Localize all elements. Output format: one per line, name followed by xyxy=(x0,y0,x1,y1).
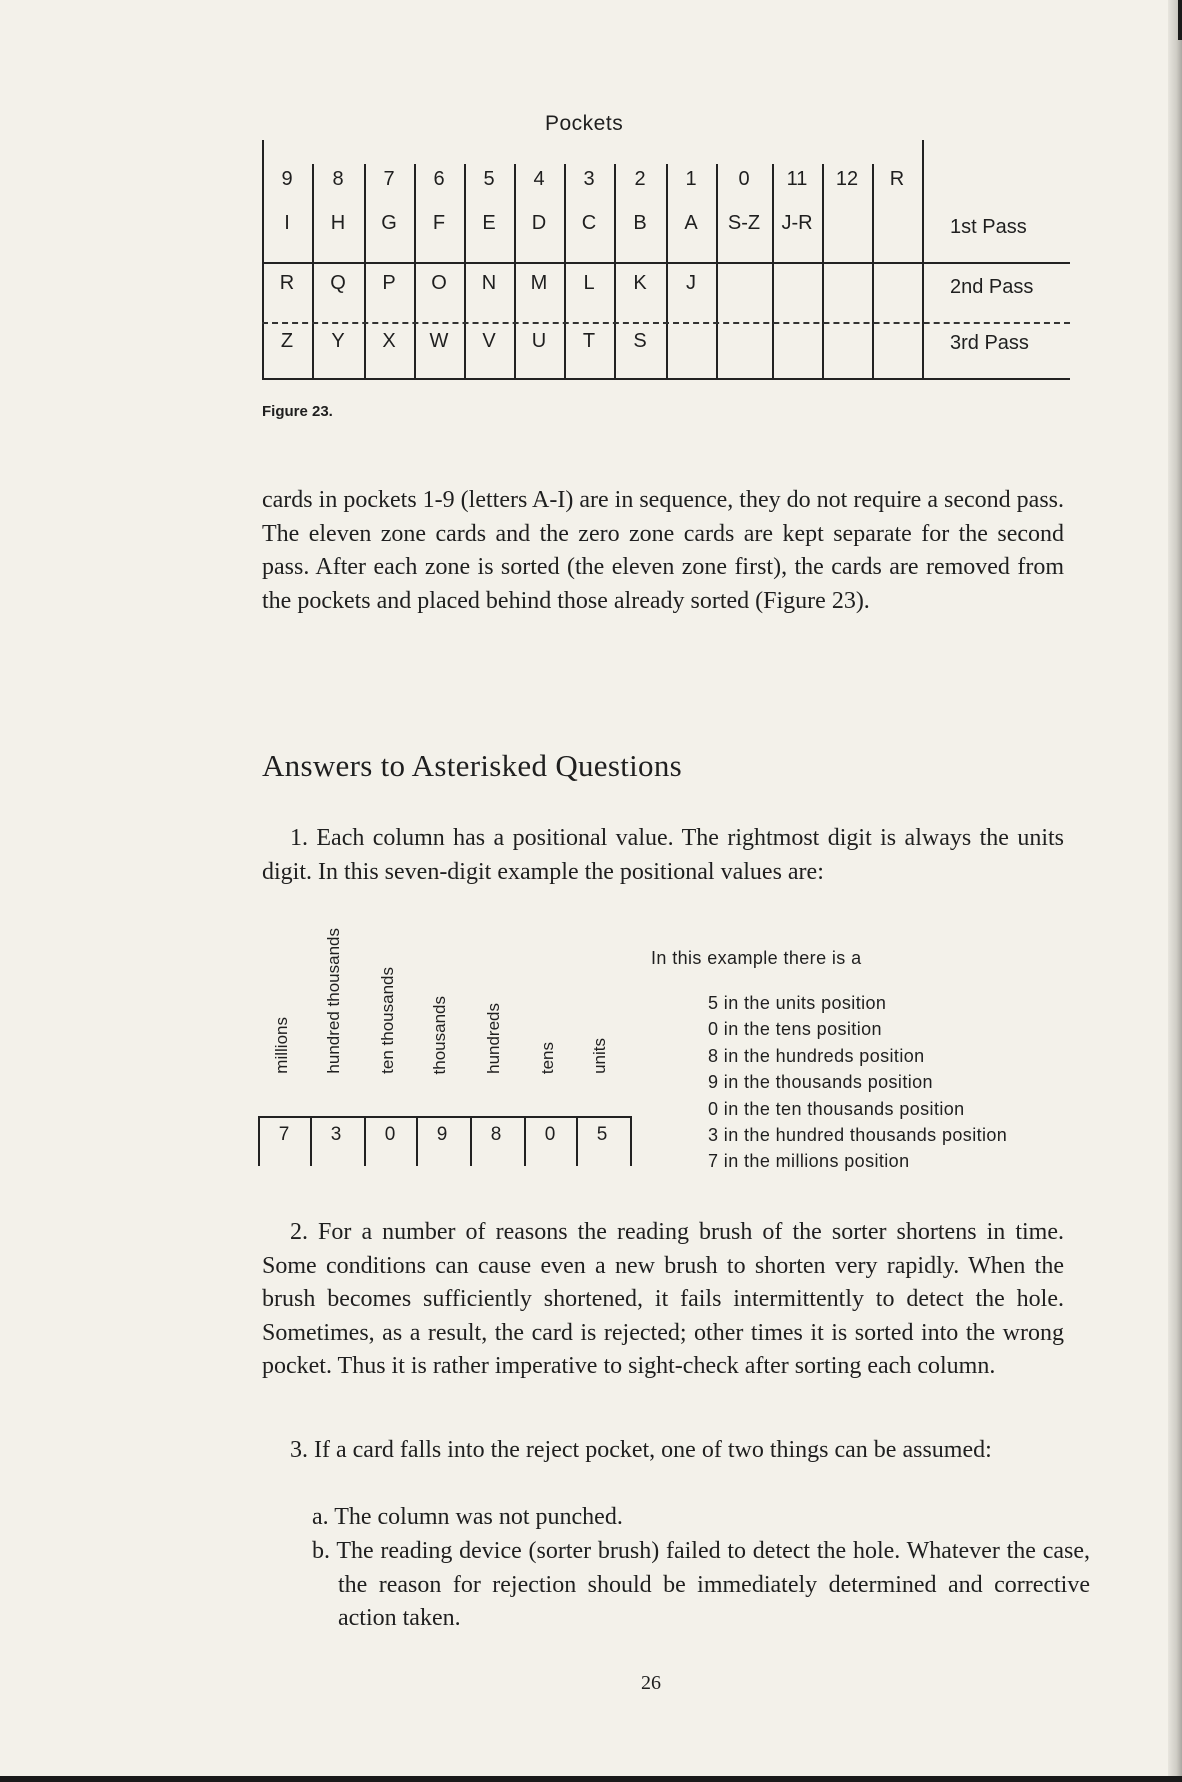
pass2_row-cell: P xyxy=(382,272,396,294)
answer-3: 3. If a card falls into the reject pocket, one of two things can be assumed: xyxy=(290,1437,992,1463)
top_row-cell: 12 xyxy=(835,168,859,190)
pass-label: 1st Pass xyxy=(950,216,1027,238)
pass2_row-cell: J xyxy=(686,272,696,294)
top_row-cell: 2 xyxy=(634,168,646,190)
positional-label: ten thousands xyxy=(378,967,397,1074)
pockets-table xyxy=(262,140,1070,382)
top_row-cell: 0 xyxy=(738,168,750,190)
pass3_row-cell: Y xyxy=(331,330,345,352)
positional-label: hundreds xyxy=(484,1003,503,1074)
positional-line: 7 in the millions position xyxy=(708,1151,910,1172)
positional-label: millions xyxy=(272,1017,291,1074)
positional-line: 0 in the tens position xyxy=(708,1019,882,1040)
positional-line: 0 in the ten thousands position xyxy=(708,1098,965,1119)
pass2_row-cell: K xyxy=(633,272,647,294)
positional-digit: 0 xyxy=(384,1124,396,1145)
pass2_row-cell: R xyxy=(279,272,295,294)
pass1_row-cell: A xyxy=(684,212,698,234)
pass3_row-cell: S xyxy=(633,330,647,352)
pass2_row-cell: N xyxy=(481,272,497,294)
positional-line: 3 in the hundred thousands position xyxy=(708,1125,1008,1146)
figure-title: Pockets xyxy=(545,112,624,135)
positional-line: 5 in the units position xyxy=(708,993,887,1013)
top_row-cell: 5 xyxy=(483,168,495,190)
pass1_row-cell: C xyxy=(581,212,597,234)
pass1_row-cell: H xyxy=(330,212,346,234)
example-intro: In this example there is a xyxy=(651,948,862,968)
pass1_row-cell: F xyxy=(432,212,446,234)
top_row-cell: 7 xyxy=(383,168,395,190)
pass1_row-cell: D xyxy=(531,212,547,234)
grid-hline xyxy=(262,378,1070,380)
positional-line: 8 in the hundreds position xyxy=(708,1045,925,1066)
positional-line: 9 in the thousands position xyxy=(708,1072,933,1093)
positional-label: hundred thousands xyxy=(324,928,343,1074)
pass1_row-cell: B xyxy=(633,212,647,234)
positional-digit: 9 xyxy=(436,1124,448,1145)
answer-3-b: b. The reading device (sorter brush) failed to detect the hole. Whatever the case, the reason for rejection should be immediately determined and corrective action taken. xyxy=(312,1538,1090,1631)
grid-vline xyxy=(922,140,924,380)
pass2_row-cell: O xyxy=(431,272,447,294)
figure-caption: Figure 23. xyxy=(262,403,333,420)
page-edge xyxy=(1168,0,1182,1782)
positional-label: units xyxy=(590,1038,609,1074)
page-bottom-edge xyxy=(0,1776,1182,1782)
pass-label: 3rd Pass xyxy=(950,332,1029,354)
positional-value-figure xyxy=(258,910,642,1170)
top_row-cell: R xyxy=(889,168,905,190)
pass3_row-cell: Z xyxy=(280,330,294,352)
positional-digit: 0 xyxy=(544,1124,556,1145)
pass3_row-cell: U xyxy=(531,330,547,352)
top_row-cell: 6 xyxy=(433,168,445,190)
pass1_row-cell: G xyxy=(381,212,397,234)
top_row-cell: 4 xyxy=(533,168,545,190)
pass3_row-cell: T xyxy=(582,330,596,352)
answer-3-a: a. The column was not punched. xyxy=(312,1504,623,1530)
pass3_row-cell: X xyxy=(382,330,396,352)
pass1_row-cell: J-R xyxy=(781,212,813,234)
section-heading: Answers to Asterisked Questions xyxy=(262,748,683,783)
intro-paragraph: cards in pockets 1-9 (letters A-I) are in sequence, they do not require a second pass. The eleven zone cards and the zero zone cards are kept separate for the second pass. After each zone is sorted (the eleven zone first), the cards are removed from the pockets and placed behind those already sorted (Figure 23). xyxy=(262,487,1064,614)
top_row-cell: 8 xyxy=(332,168,344,190)
pass3_row-cell: W xyxy=(429,330,449,352)
digit-divider xyxy=(630,1116,632,1166)
pass1_row-cell: S-Z xyxy=(727,212,761,234)
grid-dashline xyxy=(262,322,1070,324)
answer-2: 2. For a number of reasons the reading brush of the sorter shortens in time. Some conditions can cause even a new brush to shorten very rapidly. When the brush becomes sufficiently shortened, it fails intermittently to detect the hole. Sometimes, as a result, the card is rejected; other times it is sorted into the wrong pocket. Thus it is rather imperative to sight-check after sorting each column. xyxy=(262,1219,1064,1379)
grid-vline xyxy=(772,164,774,380)
top_row-cell: 11 xyxy=(786,168,808,190)
positional-label: tens xyxy=(538,1041,557,1074)
pass2_row-cell: Q xyxy=(330,272,346,294)
positional-list xyxy=(708,990,1007,1175)
positional-label: thousands xyxy=(430,995,449,1074)
page-number: 26 xyxy=(641,1672,661,1694)
pass2_row-cell: M xyxy=(530,272,548,294)
grid-hline xyxy=(262,262,1070,264)
pass1_row-cell: E xyxy=(482,212,496,234)
top_row-cell: 1 xyxy=(685,168,697,190)
top_row-cell: 3 xyxy=(583,168,595,190)
positional-digit: 5 xyxy=(596,1124,608,1145)
pass3_row-cell: V xyxy=(482,330,496,352)
grid-vline xyxy=(822,164,824,380)
positional-digit: 8 xyxy=(490,1124,502,1145)
pass-label: 2nd Pass xyxy=(950,276,1034,298)
answer-1: 1. Each column has a positional value. The rightmost digit is always the units digit. In this seven-digit example the positional values are: xyxy=(262,825,1064,885)
grid-vline xyxy=(872,164,874,380)
pass1_row-cell: I xyxy=(284,212,290,234)
positional-digit: 3 xyxy=(330,1124,342,1145)
positional-digit: 7 xyxy=(278,1124,290,1145)
top_row-cell: 9 xyxy=(281,168,293,190)
pass2_row-cell: L xyxy=(583,272,595,294)
grid-vline xyxy=(716,164,718,380)
